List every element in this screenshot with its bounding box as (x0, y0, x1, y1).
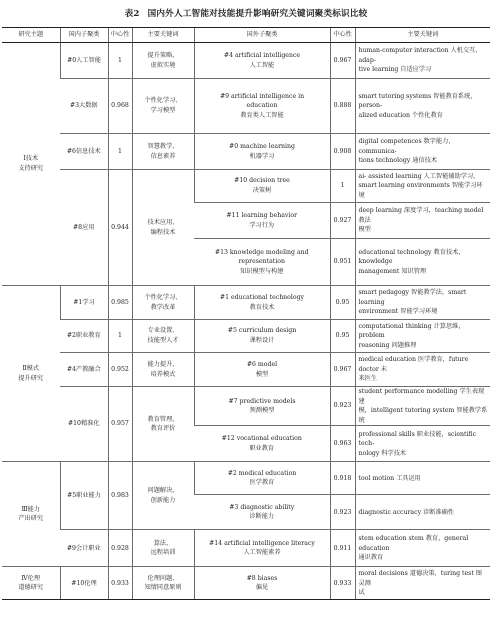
table-number: 表2 (124, 9, 140, 19)
table-row (2, 43, 490, 79)
foreign-keywords: ai- assisted learning 人工智能辅助学习， smart learning environments 智能学习环境 (355, 170, 490, 203)
domestic-keywords: 教育管理、 教育评价 (132, 387, 194, 462)
foreign-keywords: tool motion 工具运用 (355, 462, 490, 495)
keyword-cluster-table (2, 27, 490, 600)
domestic-centrality: 0.983 (108, 462, 132, 530)
domestic-cluster: #10精准化 (60, 387, 108, 462)
domestic-keywords: 个性化学习、 教学改革 (132, 286, 194, 320)
table-row (2, 387, 490, 426)
domestic-cluster: #5职业能力 (60, 462, 108, 530)
foreign-cluster: #3 diagnostic ability 诊断能力 (194, 495, 330, 530)
foreign-keywords: professional skills 职业技能，scientific tech- nology 科学技术 (355, 426, 490, 462)
foreign-centrality: 0.923 (330, 495, 355, 530)
domestic-cluster: #10伦理 (60, 567, 108, 600)
theme-cell: Ⅰ技术 支持研究 (2, 43, 60, 286)
domestic-keywords: 专业设置、 技能型人才 (132, 320, 194, 353)
header-foreign-cluster: 国外子聚类 (194, 28, 330, 43)
foreign-keywords: moral decisions 道德决策，turing test 图灵测 试 (355, 567, 490, 600)
header-row (2, 28, 490, 43)
foreign-cluster: #2 medical education 医学教育 (194, 462, 330, 495)
domestic-centrality: 0.944 (108, 170, 132, 286)
header-foreign-centrality: 中心性 (330, 28, 355, 43)
foreign-keywords: medical education 医学教育，future doctor 未 来医生 (355, 353, 490, 387)
foreign-keywords: student performance modelling 学生表现建 模，intelligent tutoring system 智能教学系统 (355, 387, 490, 426)
foreign-cluster: #0 machine learning 机器学习 (194, 134, 330, 170)
domestic-keywords: 提升策略、 虚拟实境 (132, 43, 194, 79)
domestic-keywords: 技术应用、 编程技术 (132, 170, 194, 286)
foreign-cluster: #14 artificial intelligence literacy 人工智能素养 (194, 530, 330, 567)
foreign-centrality: 0.923 (330, 387, 355, 426)
table-row (2, 353, 490, 387)
foreign-cluster: #13 knowledge modeling and representation 知识模型与构建 (194, 239, 330, 286)
domestic-keywords: 智慧教学、 信息素养 (132, 134, 194, 170)
domestic-cluster: #9会计职业 (60, 530, 108, 567)
foreign-keywords: diagnostic accuracy 诊断准确性 (355, 495, 490, 530)
foreign-cluster: #4 artificial intelligence 人工智能 (194, 43, 330, 79)
foreign-keywords: digital competences 数字能力，communica- tions technology 通信技术 (355, 134, 490, 170)
foreign-keywords: deep learning 深度学习，teaching model 教法 模型 (355, 203, 490, 239)
domestic-centrality: 0.952 (108, 353, 132, 387)
domestic-centrality: 1 (108, 320, 132, 353)
foreign-centrality: 0.95 (330, 320, 355, 353)
foreign-cluster: #11 learning behavior 学习行为 (194, 203, 330, 239)
domestic-centrality: 0.957 (108, 387, 132, 462)
table-row (2, 286, 490, 320)
foreign-centrality: 0.888 (330, 79, 355, 134)
table-row (2, 320, 490, 353)
foreign-cluster: #7 predictive models 预测模型 (194, 387, 330, 426)
table-row (2, 134, 490, 170)
domestic-cluster: #3大数据 (60, 79, 108, 134)
domestic-keywords: 能力提升、 培养模式 (132, 353, 194, 387)
foreign-cluster: #10 decision tree 决策树 (194, 170, 330, 203)
foreign-keywords: smart tutoring systems 智能教育系统，person- alized education 个性化教育 (355, 79, 490, 134)
theme-cell: Ⅱ模式 提升研究 (2, 286, 60, 462)
table-row (2, 567, 490, 600)
domestic-keywords: 问题解决、 创新能力 (132, 462, 194, 530)
foreign-centrality: 0.967 (330, 353, 355, 387)
header-domestic-cluster: 国内子聚类 (60, 28, 108, 43)
foreign-keywords: smart pedagogy 智能教学法，smart learning environment 智能学习环境 (355, 286, 490, 320)
header-domestic-centrality: 中心性 (108, 28, 132, 43)
foreign-centrality: 0.918 (330, 462, 355, 495)
domestic-cluster: #1学习 (60, 286, 108, 320)
domestic-centrality: 1 (108, 134, 132, 170)
foreign-centrality: 0.927 (330, 203, 355, 239)
foreign-cluster: #5 curriculum design 课程设计 (194, 320, 330, 353)
table-title: 国内外人工智能对技能提升影响研究关键词聚类标识比较 (147, 9, 368, 19)
domestic-centrality: 0.928 (108, 530, 132, 567)
domestic-cluster: #0人工智能 (60, 43, 108, 79)
table-row (2, 462, 490, 495)
header-foreign-keywords: 主要关键词 (355, 28, 490, 43)
table-caption (0, 7, 492, 19)
theme-cell: Ⅳ伦理 道德研究 (2, 567, 60, 600)
domestic-cluster: #4产教融合 (60, 353, 108, 387)
domestic-keywords: 伦理问题、 知情同意原则 (132, 567, 194, 600)
foreign-centrality: 0.967 (330, 43, 355, 79)
domestic-cluster: #6信息技术 (60, 134, 108, 170)
domestic-cluster: #2职业教育 (60, 320, 108, 353)
foreign-keywords: human-computer interaction 人机交互，adap- tive learning 自适应学习 (355, 43, 490, 79)
foreign-centrality: 0.908 (330, 134, 355, 170)
foreign-centrality: 0.95 (330, 286, 355, 320)
theme-cell: Ⅲ能力 产出研究 (2, 462, 60, 567)
foreign-centrality: 0.911 (330, 530, 355, 567)
domestic-centrality: 0.985 (108, 286, 132, 320)
domestic-cluster: #8应用 (60, 170, 108, 286)
foreign-keywords: stem education stem 教育，general education 通识教育 (355, 530, 490, 567)
foreign-centrality: 0.933 (330, 567, 355, 600)
foreign-keywords: educational technology 教育技术，knowledge management 知识管理 (355, 239, 490, 286)
header-domestic-keywords: 主要关键词 (132, 28, 194, 43)
table-row (2, 79, 490, 134)
table-row (2, 170, 490, 203)
foreign-keywords: computational thinking 计算思维，problem reasoning 问题推理 (355, 320, 490, 353)
foreign-cluster: #6 model 模型 (194, 353, 330, 387)
domestic-centrality: 0.933 (108, 567, 132, 600)
domestic-keywords: 个性化学习、 学习模型 (132, 79, 194, 134)
foreign-centrality: 1 (330, 170, 355, 203)
table-row (2, 530, 490, 567)
domestic-keywords: 算法、 远程培训 (132, 530, 194, 567)
foreign-cluster: #1 educational technology 教育技术 (194, 286, 330, 320)
foreign-centrality: 0.963 (330, 426, 355, 462)
domestic-centrality: 0.968 (108, 79, 132, 134)
foreign-cluster: #9 artificial intelligence in education 教育类人工智能 (194, 79, 330, 134)
foreign-centrality: 0.951 (330, 239, 355, 286)
header-theme: 研究主题 (2, 28, 60, 43)
domestic-centrality: 1 (108, 43, 132, 79)
foreign-cluster: #8 biases 偏见 (194, 567, 330, 600)
foreign-cluster: #12 vocational education 职业教育 (194, 426, 330, 462)
